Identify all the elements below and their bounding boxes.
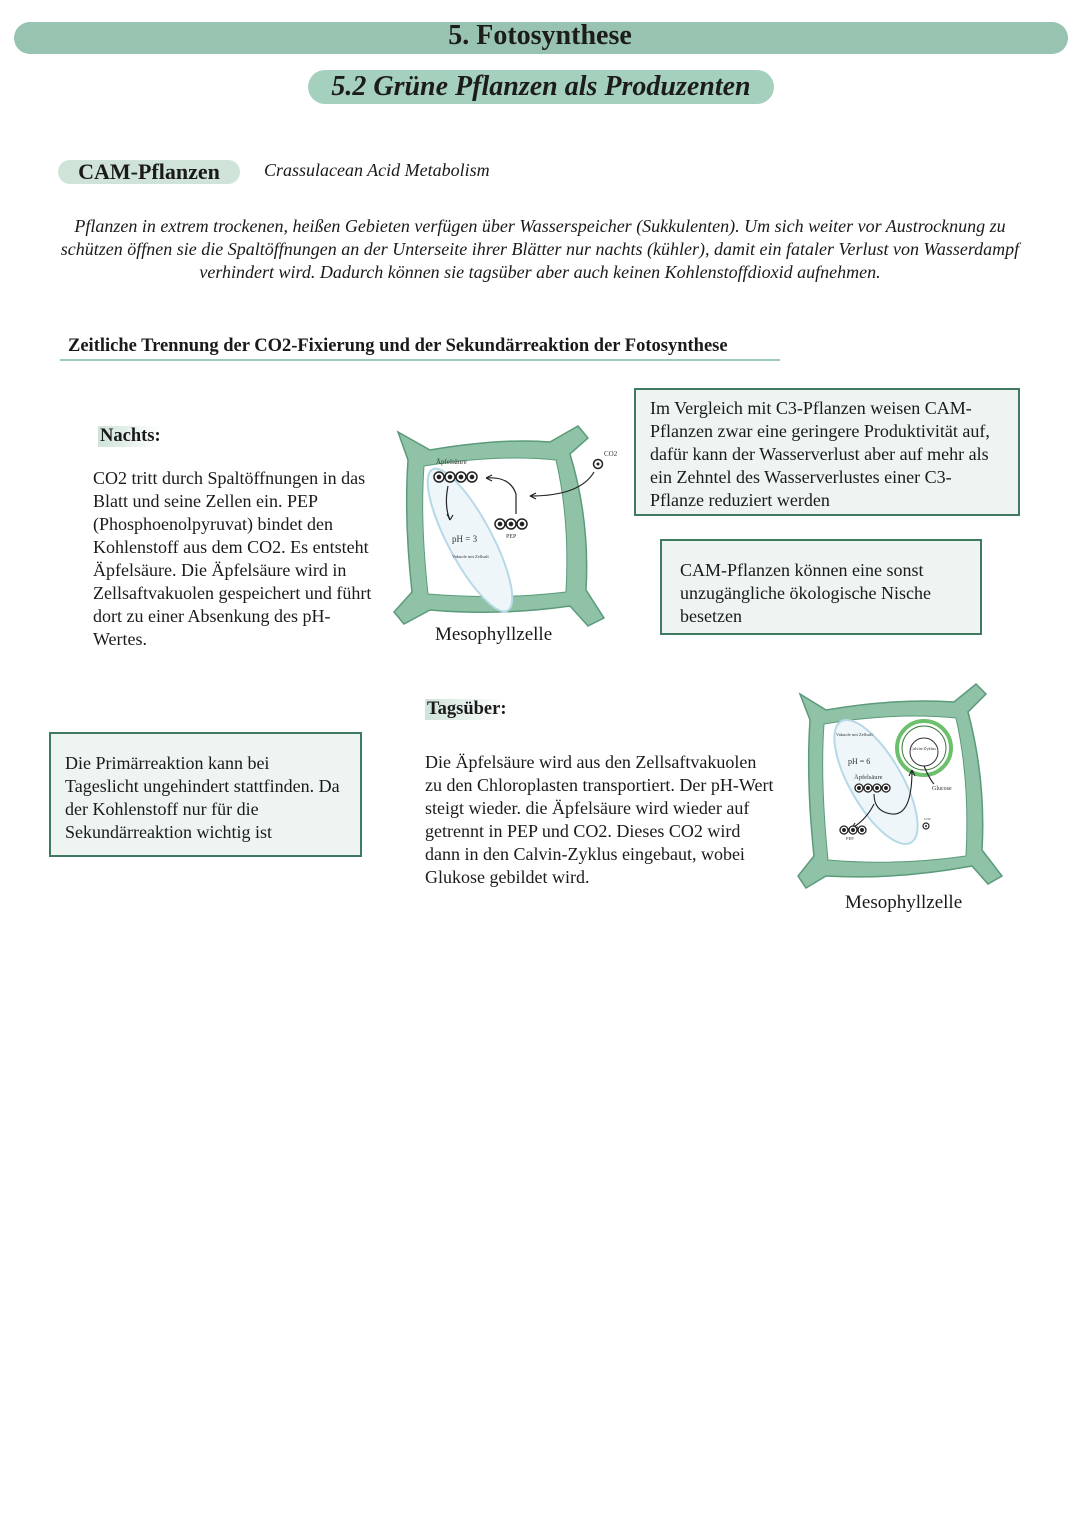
niche-box: CAM-Pflanzen können eine sonst unzugängliche ökologische Nische besetzen [660, 539, 982, 635]
page-title: 5. Fotosynthese [448, 20, 632, 51]
co2-molecule [923, 823, 929, 829]
pep-molecule [495, 519, 527, 529]
pep-molecule [840, 826, 866, 834]
co2-label: CO2 [924, 817, 931, 821]
day-cell-caption: Mesophyllzelle [845, 892, 963, 913]
ph-label: pH = 6 [848, 757, 871, 766]
tagsueber-text: Die Äpfelsäure wird aus den Zellsaftvakuolen zu den Chloroplasten transportiert. Der pH-Wert steigt wieder. die Äpfelsäure wird wieder auf getrennt in PEP und CO2. Dieses CO2 wird dann in den Calvin-Zyklus eingebaut, wobei Glukose gebildet wird. [425, 752, 774, 887]
malic-acid-label: Äpfelsäure [854, 774, 883, 781]
ph-label: pH = 3 [452, 534, 478, 544]
co2-label: CO2 [604, 450, 618, 458]
nachts-heading: Nachts: [100, 426, 161, 446]
tagsueber-heading: Tagsüber: [427, 699, 507, 719]
section-underline [60, 359, 780, 361]
nachts-text: CO2 tritt durch Spaltöffnungen in das Blatt und seine Zellen ein. PEP (Phosphoenolpyruvat) bindet den Kohlenstoff aus dem CO2. Es entsteht Äpfelsäure. Die Äpfelsäure wird in Zellsaftvakuolen gespeichert und führt dort zu einer Absenkung des pH-Wertes. [93, 468, 372, 649]
calvin-label: Calvin-Zyklus [910, 746, 936, 751]
cam-title: CAM-Pflanzen [58, 160, 240, 184]
page-subtitle: 5.2 Grüne Pflanzen als Produzenten [308, 70, 774, 104]
malic-acid-label: Äpfelsäure [436, 458, 467, 466]
glucose-label: Glucose [932, 786, 952, 792]
vacuole-label: Vakuole mit Zellsaft [452, 554, 489, 559]
comparison-box: Im Vergleich mit C3-Pflanzen weisen CAM-Pflanzen zwar eine geringere Produktivität auf, dafür kann der Wasserverlust aber auf mehr als ein Zehntel des Wasserverlustes einer C3-Pflanze reduziert werden [634, 388, 1020, 516]
day-cell-diagram [796, 680, 1012, 892]
intro-paragraph: Pflanzen in extrem trockenen, heißen Gebieten verfügen über Wasserspeicher (Sukkulenten). Um sich weiter vor Austrocknung zu schützen öffnen sie die Spaltöffnungen an der Unterseite ihrer Blätter nur nachts (kühler), damit ein fataler Verlust von Wasserdampf verhindert wird. Dadurch können sie tagsüber aber auch keinen Kohlenstoffdioxid aufnehmen. [60, 216, 1020, 282]
vacuole-label: Vakuole mit Zellsaft [836, 732, 873, 737]
primary-reaction-box: Die Primärreaktion kann bei Tageslicht ungehindert stattfinden. Da der Kohlenstoff nur für die Sekundärreaktion wichtig ist [49, 732, 362, 857]
pep-label: PEP [506, 534, 517, 540]
pep-label: PEP [846, 836, 854, 841]
night-cell-caption: Mesophyllzelle [435, 624, 553, 645]
section-title: Zeitliche Trennung der CO2-Fixierung und der Sekundärreaktion der Fotosynthese [68, 336, 728, 356]
cam-subtitle: Crassulacean Acid Metabolism [264, 160, 490, 180]
night-cell-diagram [390, 420, 630, 630]
co2-molecule [594, 460, 603, 469]
